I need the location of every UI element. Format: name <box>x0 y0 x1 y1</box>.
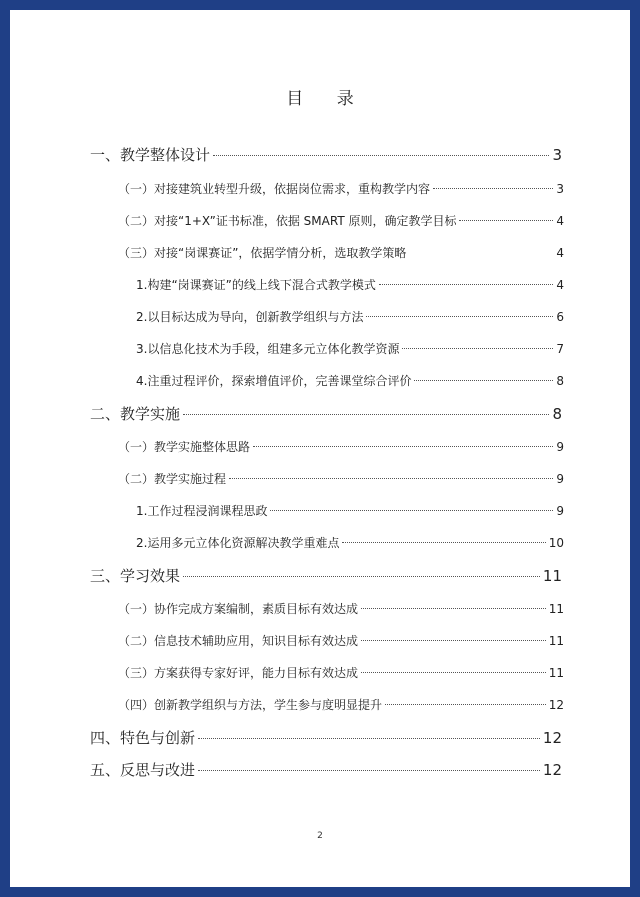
toc-entry-page: 10 <box>548 536 564 550</box>
toc-entry-page: 4 <box>556 214 564 228</box>
toc-entry-5[interactable] <box>90 759 562 780</box>
toc-entry-page: 7 <box>556 342 564 356</box>
toc-entry-page: 8 <box>552 405 562 423</box>
toc-entry-page: 8 <box>556 374 564 388</box>
leader-dots <box>361 672 546 673</box>
leader-dots <box>402 348 553 349</box>
toc-entry-3-4[interactable] <box>118 696 564 713</box>
leader-dots <box>433 188 553 189</box>
toc-entry-label: 4.注重过程评价，探索增值评价，完善课堂综合评价 <box>136 374 412 388</box>
leader-dots <box>459 220 553 221</box>
toc-entry-2-2-1[interactable] <box>136 502 564 519</box>
leader-dots <box>342 542 545 543</box>
leader-dots <box>198 770 540 771</box>
toc-entry-label: （二）对接“1+X”证书标准，依据 SMART 原则，确定教学目标 <box>118 214 457 228</box>
toc-entry-label: 一、教学整体设计 <box>90 146 211 164</box>
leader-dots <box>183 414 549 415</box>
toc-entry-page: 9 <box>556 472 564 486</box>
toc-entry-2-1[interactable] <box>118 438 564 455</box>
toc-entry-1-3-3[interactable] <box>136 340 564 357</box>
toc-entry-1[interactable] <box>90 144 562 165</box>
toc-entry-2-2-2[interactable] <box>136 534 564 551</box>
toc-entry-label: 三、学习效果 <box>90 567 181 585</box>
toc-entry-page: 11 <box>542 567 562 585</box>
toc-entry-1-2[interactable] <box>118 212 564 229</box>
leader-dots <box>385 704 546 705</box>
toc-entry-page: 9 <box>556 440 564 454</box>
toc-entry-label: 五、反思与改进 <box>90 761 196 779</box>
toc-entry-label: 2.以目标达成为导向，创新教学组织与方法 <box>136 310 364 324</box>
toc-entry-1-3-2[interactable] <box>136 308 564 325</box>
toc-entry-page: 11 <box>548 634 564 648</box>
page-number: 2 <box>317 831 323 841</box>
toc-entry-3-2[interactable] <box>118 632 564 649</box>
toc-entry-label: 1.工作过程浸润课程思政 <box>136 504 268 518</box>
leader-dots <box>198 738 540 739</box>
leader-dots <box>270 510 553 511</box>
toc-entry-label: （二）信息技术辅助应用，知识目标有效达成 <box>118 634 359 648</box>
toc-entry-4[interactable] <box>90 727 562 748</box>
toc-entry-2[interactable] <box>90 403 562 424</box>
toc-entry-3-1[interactable] <box>118 600 564 617</box>
toc-entry-1-3-4[interactable] <box>136 372 564 389</box>
toc-entry-label: （一）对接建筑业转型升级，依据岗位需求，重构教学内容 <box>118 182 431 196</box>
leader-dots <box>379 284 553 285</box>
document-page <box>10 10 630 887</box>
toc-entry-page: 12 <box>542 761 562 779</box>
toc-entry-label: （三）方案获得专家好评，能力目标有效达成 <box>118 666 359 680</box>
toc-entry-page: 12 <box>542 729 562 747</box>
toc-entry-1-1[interactable] <box>118 180 564 197</box>
toc-entry-1-3[interactable] <box>118 244 564 261</box>
leader-dots <box>366 316 553 317</box>
toc-entry-page: 9 <box>556 504 564 518</box>
toc-entry-page: 11 <box>548 602 564 616</box>
toc-entry-label: 1.构建“岗课赛证”的线上线下混合式教学模式 <box>136 278 376 292</box>
toc-entry-label: （三）对接“岗课赛证”，依据学情分析，选取教学策略 <box>118 246 407 260</box>
leader-dots <box>361 640 546 641</box>
toc-title: 目 录 <box>286 89 368 109</box>
toc-entry-3[interactable] <box>90 565 562 586</box>
toc-entry-label: （一）协作完成方案编制，素质目标有效达成 <box>118 602 359 616</box>
toc-entry-3-3[interactable] <box>118 664 564 681</box>
toc-entry-label: 2.运用多元立体化资源解决教学重难点 <box>136 536 340 550</box>
toc-entry-page: 4 <box>556 246 564 260</box>
leader-dots <box>229 478 553 479</box>
toc-entry-page: 3 <box>556 182 564 196</box>
toc-entry-label: （二）教学实施过程 <box>118 472 227 486</box>
toc-entry-label: 四、特色与创新 <box>90 729 196 747</box>
leader-dots <box>213 155 549 156</box>
toc-entry-page: 4 <box>556 278 564 292</box>
toc-entry-page: 6 <box>556 310 564 324</box>
toc-entry-1-3-1[interactable] <box>136 276 564 293</box>
leader-dots <box>183 576 540 577</box>
leader-dots <box>361 608 546 609</box>
toc-entry-page: 3 <box>552 146 562 164</box>
toc-entry-label: 二、教学实施 <box>90 405 181 423</box>
leader-dots <box>414 380 553 381</box>
toc-entry-label: （四）创新教学组织与方法，学生参与度明显提升 <box>118 698 383 712</box>
leader-dots <box>253 446 553 447</box>
toc-entry-label: 3.以信息化技术为手段，组建多元立体化教学资源 <box>136 342 400 356</box>
toc-entry-page: 12 <box>548 698 564 712</box>
toc-entry-label: （一）教学实施整体思路 <box>118 440 251 454</box>
toc-entry-2-2[interactable] <box>118 470 564 487</box>
toc-entry-page: 11 <box>548 666 564 680</box>
